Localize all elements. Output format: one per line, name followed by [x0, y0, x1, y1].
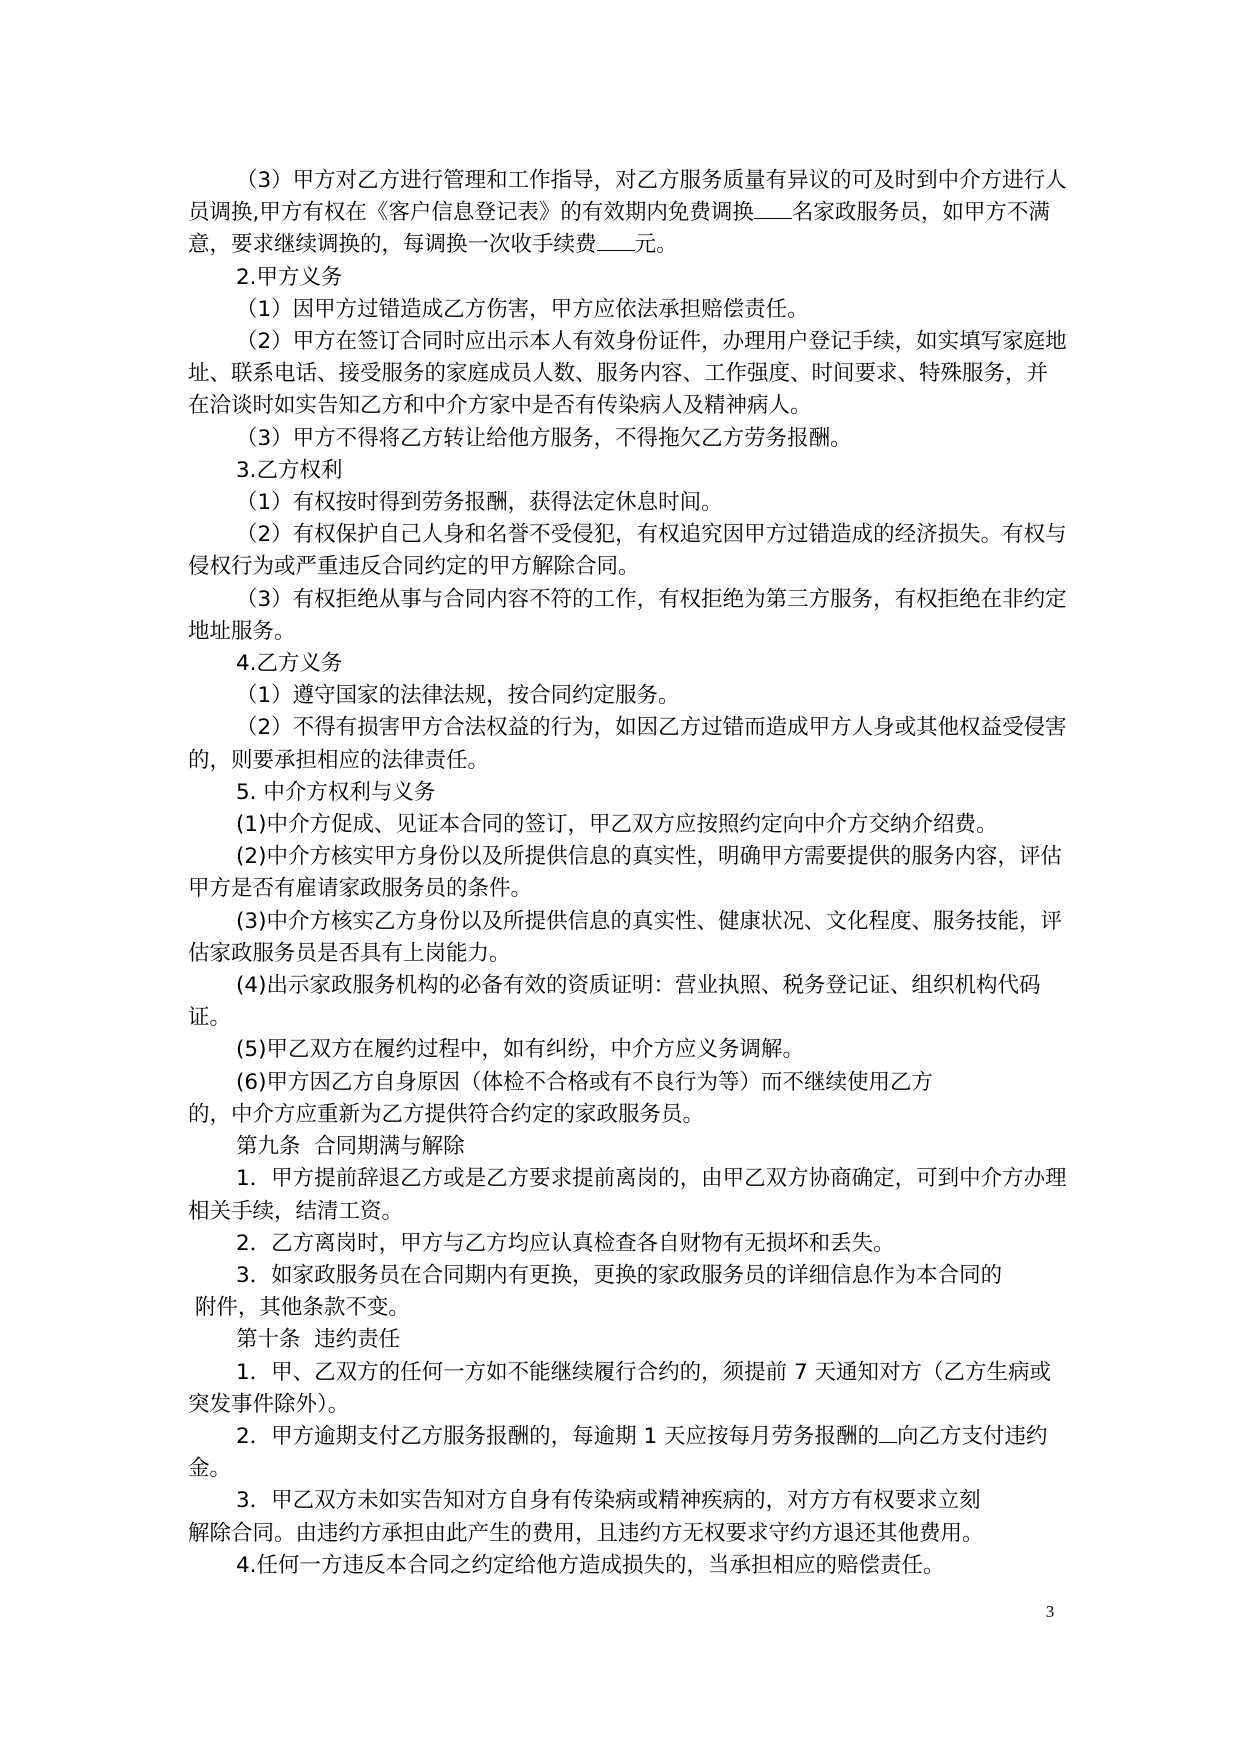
paragraph-article-10-4: 4.任何一方违反本合同之约定给他方造成损失的，当承担相应的赔偿责任。 — [236, 1552, 945, 1578]
paragraph-agency-6a: (6)甲方因乙方自身原因（体检不合格或有不良行为等）而不继续使用乙方 — [236, 1069, 933, 1095]
paragraph-article-9-3a: 3．如家政服务员在合同期内有更换，更换的家政服务员的详细信息作为本合同的 — [236, 1262, 1003, 1288]
paragraph-yi-right-3: （3）有权拒绝从事与合同内容不符的工作，有权拒绝为第三方服务，有权拒绝在非约定地址服务。 — [188, 586, 1067, 644]
paragraph-article-10-2: 2．甲方逾期支付乙方服务报酬的，每逾期 1 天应按每月劳务报酬的 向乙方支付违约金。 — [188, 1423, 1048, 1482]
paragraph-jia-rights-3: （3）甲方对乙方进行管理和工作指导，对乙方服务质量有异议的可及时到中介方进行人员调换,甲方有权在《客户信息登记表》的有效期内免费调换 名家政服务员，如甲方不满意，要求继续调换的，每调换一次收手续费 元。 — [188, 168, 1067, 258]
paragraph-yi-obligation-2: （2）不得有损害甲方合法权益的行为，如因乙方过错而造成甲方人身或其他权益受侵害的，则要承担相应的法律责任。 — [188, 715, 1067, 773]
paragraph-agency-3: (3)中介方核实乙方身份以及所提供信息的真实性、健康状况、文化程度、服务技能，评估家政服务员是否具有上岗能力。 — [188, 908, 1062, 966]
paragraph-jia-obligation-3: （3）甲方不得将乙方转让给他方服务，不得拖欠乙方劳务报酬。 — [236, 425, 852, 451]
paragraph-agency-2: (2)中介方核实甲方身份以及所提供信息的真实性，明确甲方需要提供的服务内容，评估甲方是否有雇请家政服务员的条件。 — [188, 844, 1062, 902]
paragraph-article-9-3b: 附件，其他条款不变。 — [188, 1295, 410, 1321]
paragraph-agency-1: (1)中介方促成、见证本合同的签订，甲乙双方应按照约定向中介方交纳介绍费。 — [236, 812, 998, 838]
paragraph-jia-obligation-2: （2）甲方在签订合同时应出示本人有效身份证件，办理用户登记手续，如实填写家庭地址、联系电话、接受服务的家庭成员人数、服务内容、工作强度、时间要求、特殊服务，并在洽谈时如实告知乙方和中介方家中是否有传染病人及精神病人。 — [188, 329, 1067, 419]
paragraph-article-10-3b: 解除合同。由违约方承担由此产生的费用，且违约方无权要求守约方退还其他费用。 — [188, 1520, 984, 1546]
blank-line — [754, 198, 792, 219]
heading-jia-obligations: 2.甲方义务 — [236, 264, 343, 290]
page-number: 3 — [1045, 1602, 1055, 1621]
heading-article-9: 第九条 合同期满与解除 — [236, 1134, 465, 1160]
heading-yi-obligations: 4.乙方义务 — [236, 651, 343, 677]
contract-body — [188, 165, 1068, 1582]
paragraph-article-9-1: 1．甲方提前辞退乙方或是乙方要求提前离岗的，由甲乙双方协商确定，可到中介方办理相关手续，结清工资。 — [188, 1166, 1067, 1224]
paragraph-agency-4: (4)出示家政服务机构的必备有效的资质证明：营业执照、税务登记证、组织机构代码证。 — [188, 973, 1041, 1031]
blank-line — [597, 230, 635, 251]
paragraph-yi-obligation-1: （1）遵守国家的法律法规，按合同约定服务。 — [236, 683, 680, 709]
paragraph-agency-5: (5)甲乙双方在履约过程中，如有纠纷，中介方应义务调解。 — [236, 1037, 804, 1063]
paragraph-yi-right-1: （1）有权按时得到劳务报酬，获得法定休息时间。 — [236, 490, 723, 516]
heading-article-10: 第十条 违约责任 — [236, 1327, 401, 1353]
paragraph-article-10-3a: 3．甲乙双方未如实告知对方自身有传染病或精神疾病的，对方方有权要求立刻 — [236, 1488, 981, 1514]
paragraph-jia-obligation-1: （1）因甲方过错造成乙方伤害，甲方应依法承担赔偿责任。 — [236, 296, 809, 322]
paragraph-article-9-2: 2．乙方离岗时，甲方与乙方均应认真检查各自财物有无损坏和丢失。 — [236, 1230, 895, 1256]
paragraph-yi-right-2: （2）有权保护自己人身和名誉不受侵犯，有权追究因甲方过错造成的经济损失。有权与侵权行为或严重违反合同约定的甲方解除合同。 — [188, 522, 1067, 580]
heading-agency-rights: 5. 中介方权利与义务 — [236, 779, 436, 805]
paragraph-agency-6b: 的，中介方应重新为乙方提供符合约定的家政服务员。 — [188, 1101, 705, 1127]
paragraph-article-10-1: 1．甲、乙双方的任何一方如不能继续履行合约的，须提前 7 天通知对方（乙方生病或突发事件除外）。 — [188, 1359, 1052, 1417]
blank-line — [879, 1422, 897, 1443]
heading-yi-rights: 3.乙方权利 — [236, 457, 343, 483]
